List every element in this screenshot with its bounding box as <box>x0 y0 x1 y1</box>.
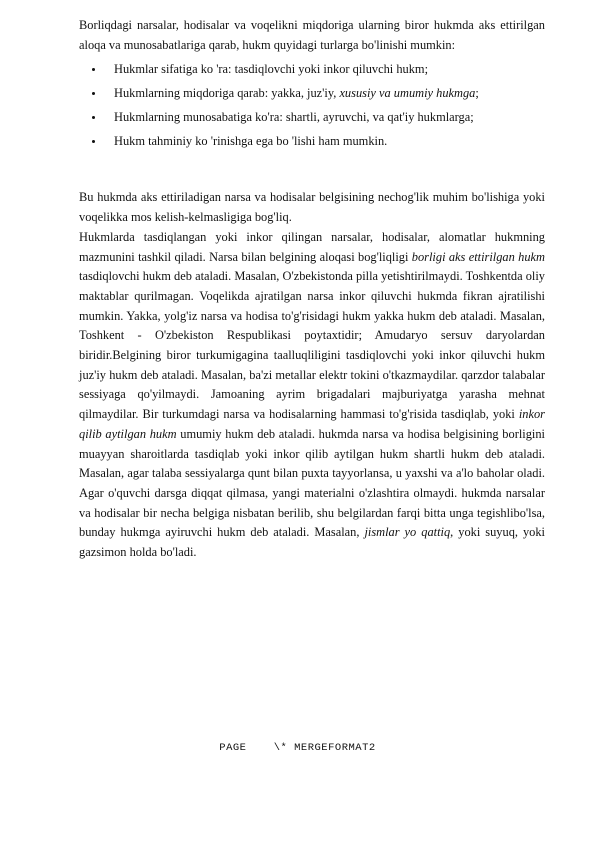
list-item-text: Hukm tahminiy ko 'rinishga ega bo 'lishi ham mumkin. <box>114 134 388 149</box>
paragraph-2-part-3: umumiy hukm deb ataladi. hukmda narsa va hodisa belgisining borligini muayyan sharoitlarda tasdiqlab yoki inkor qilib aytilgan hukm shartli hukm deb ataladi. Masalan, agar talaba sessiyalarga qunt bilan puxta tayyorlansa, u yaxshi va a'lo baholar oladi. Agar o'quvchi darsga diqqat qilmasa, yangi materialni o'zlashtira olmaydi. hukmda narsalar va hodisalar bir necha belgiga nisbatan berilib, shu belgilardan farqi bitta unga tegishlibo'lsa, bunday hukmga ayiruvchi hukm deb ataladi. Masalan, <box>79 426 545 540</box>
bullet-icon <box>92 92 95 95</box>
list-item <box>79 107 545 127</box>
page-footer-field: PAGE \* MERGEFORMAT2 <box>219 742 376 754</box>
list-item-text: Hukmlarning munosabatiga ko'ra: shartli, ayruvchi, va qat'iy hukmlarga; <box>114 110 474 125</box>
document-body <box>79 16 545 563</box>
list-item-suffix: ; <box>475 86 479 101</box>
list-item-italic: xususiy va umumiy hukmga <box>339 86 476 101</box>
paragraph-2-italic-1: borligi aks ettirilgan hukm <box>411 249 545 264</box>
paragraph-2-part-2: tasdiqlovchi hukm deb ataladi. Masalan, O'zbekistonda pilla yetishtirilmaydi. Toshkentda oliy maktablar qurilmagan. Voqelikda ajratilgan narsa inkor qiluvchi hukmda fikran ajratilishi mumkin. Yakka, yolg'iz narsa va hodisa to'g'risidagi hukm yakka hukm deb ataladi. Masalan, Toshkent - O'zbekiston Respublikasi poytaxtidir; Amudaryo sersuv daryolardan biridir.Belgining biror turkumigagina taalluqliligini tasdiqlovchi yoki inkor qiluvchi hukm juz'iy hukm deb ataladi. Masalan, ba'zi metallar elektr tokini o'tkazmaydilar. qarzdor talabalar sessiyaga qo'yilmaydi. Jamoaning ayrim brigadalari majburiyatga yarasha mehnat qilmaydilar. Bir turkumdagi narsa va hodisalarning hammasi to'g'risida tasdiqlab, yoki <box>79 269 545 422</box>
paragraph-2-italic-3: jismlar yo qattiq <box>364 525 451 540</box>
bullet-icon <box>92 140 95 143</box>
paragraph-2 <box>79 228 545 563</box>
list-item-text: Hukmlarning miqdoriga qarab: yakka, juz'iy, <box>114 86 340 101</box>
list-item <box>79 83 545 103</box>
list-item <box>79 59 545 79</box>
paragraph-2-part-1: Hukmlarda tasdiqlangan yoki inkor qilingan narsalar, hodisalar, alomatlar hukmning mazmunini tashkil qiladi. Narsa bilan belgining aloqasi bog'liqligi <box>79 229 545 264</box>
paragraph-2-italic-2: inkor qilib aytilgan hukm <box>79 407 545 441</box>
paragraph-2-part-4: , yoki suyuq, yoki gazsimon holda bo'ladi. <box>79 525 546 560</box>
list-item <box>79 131 545 151</box>
hukm-types-list <box>79 59 545 151</box>
paragraph-1: Bu hukmda aks ettiriladigan narsa va hodisalar belgisining nechog'lik muhim bo'lishiga yoki voqelikka mos kelish-kelmasligiga bog'liq. <box>79 190 545 225</box>
paragraph-spacer <box>79 155 545 188</box>
bullet-icon <box>92 68 95 71</box>
bullet-icon <box>92 116 95 119</box>
intro-paragraph: Borliqdagi narsalar, hodisalar va voqelikni miqdoriga ularning biror hukmda aks ettirilgan aloqa va munosabatlariga qarab, hukm quyidagi turlarga bo'linishi mumkin: <box>79 18 545 52</box>
list-item-text: Hukmlar sifatiga ko 'ra: tasdiqlovchi yoki inkor qiluvchi hukm; <box>114 62 429 77</box>
